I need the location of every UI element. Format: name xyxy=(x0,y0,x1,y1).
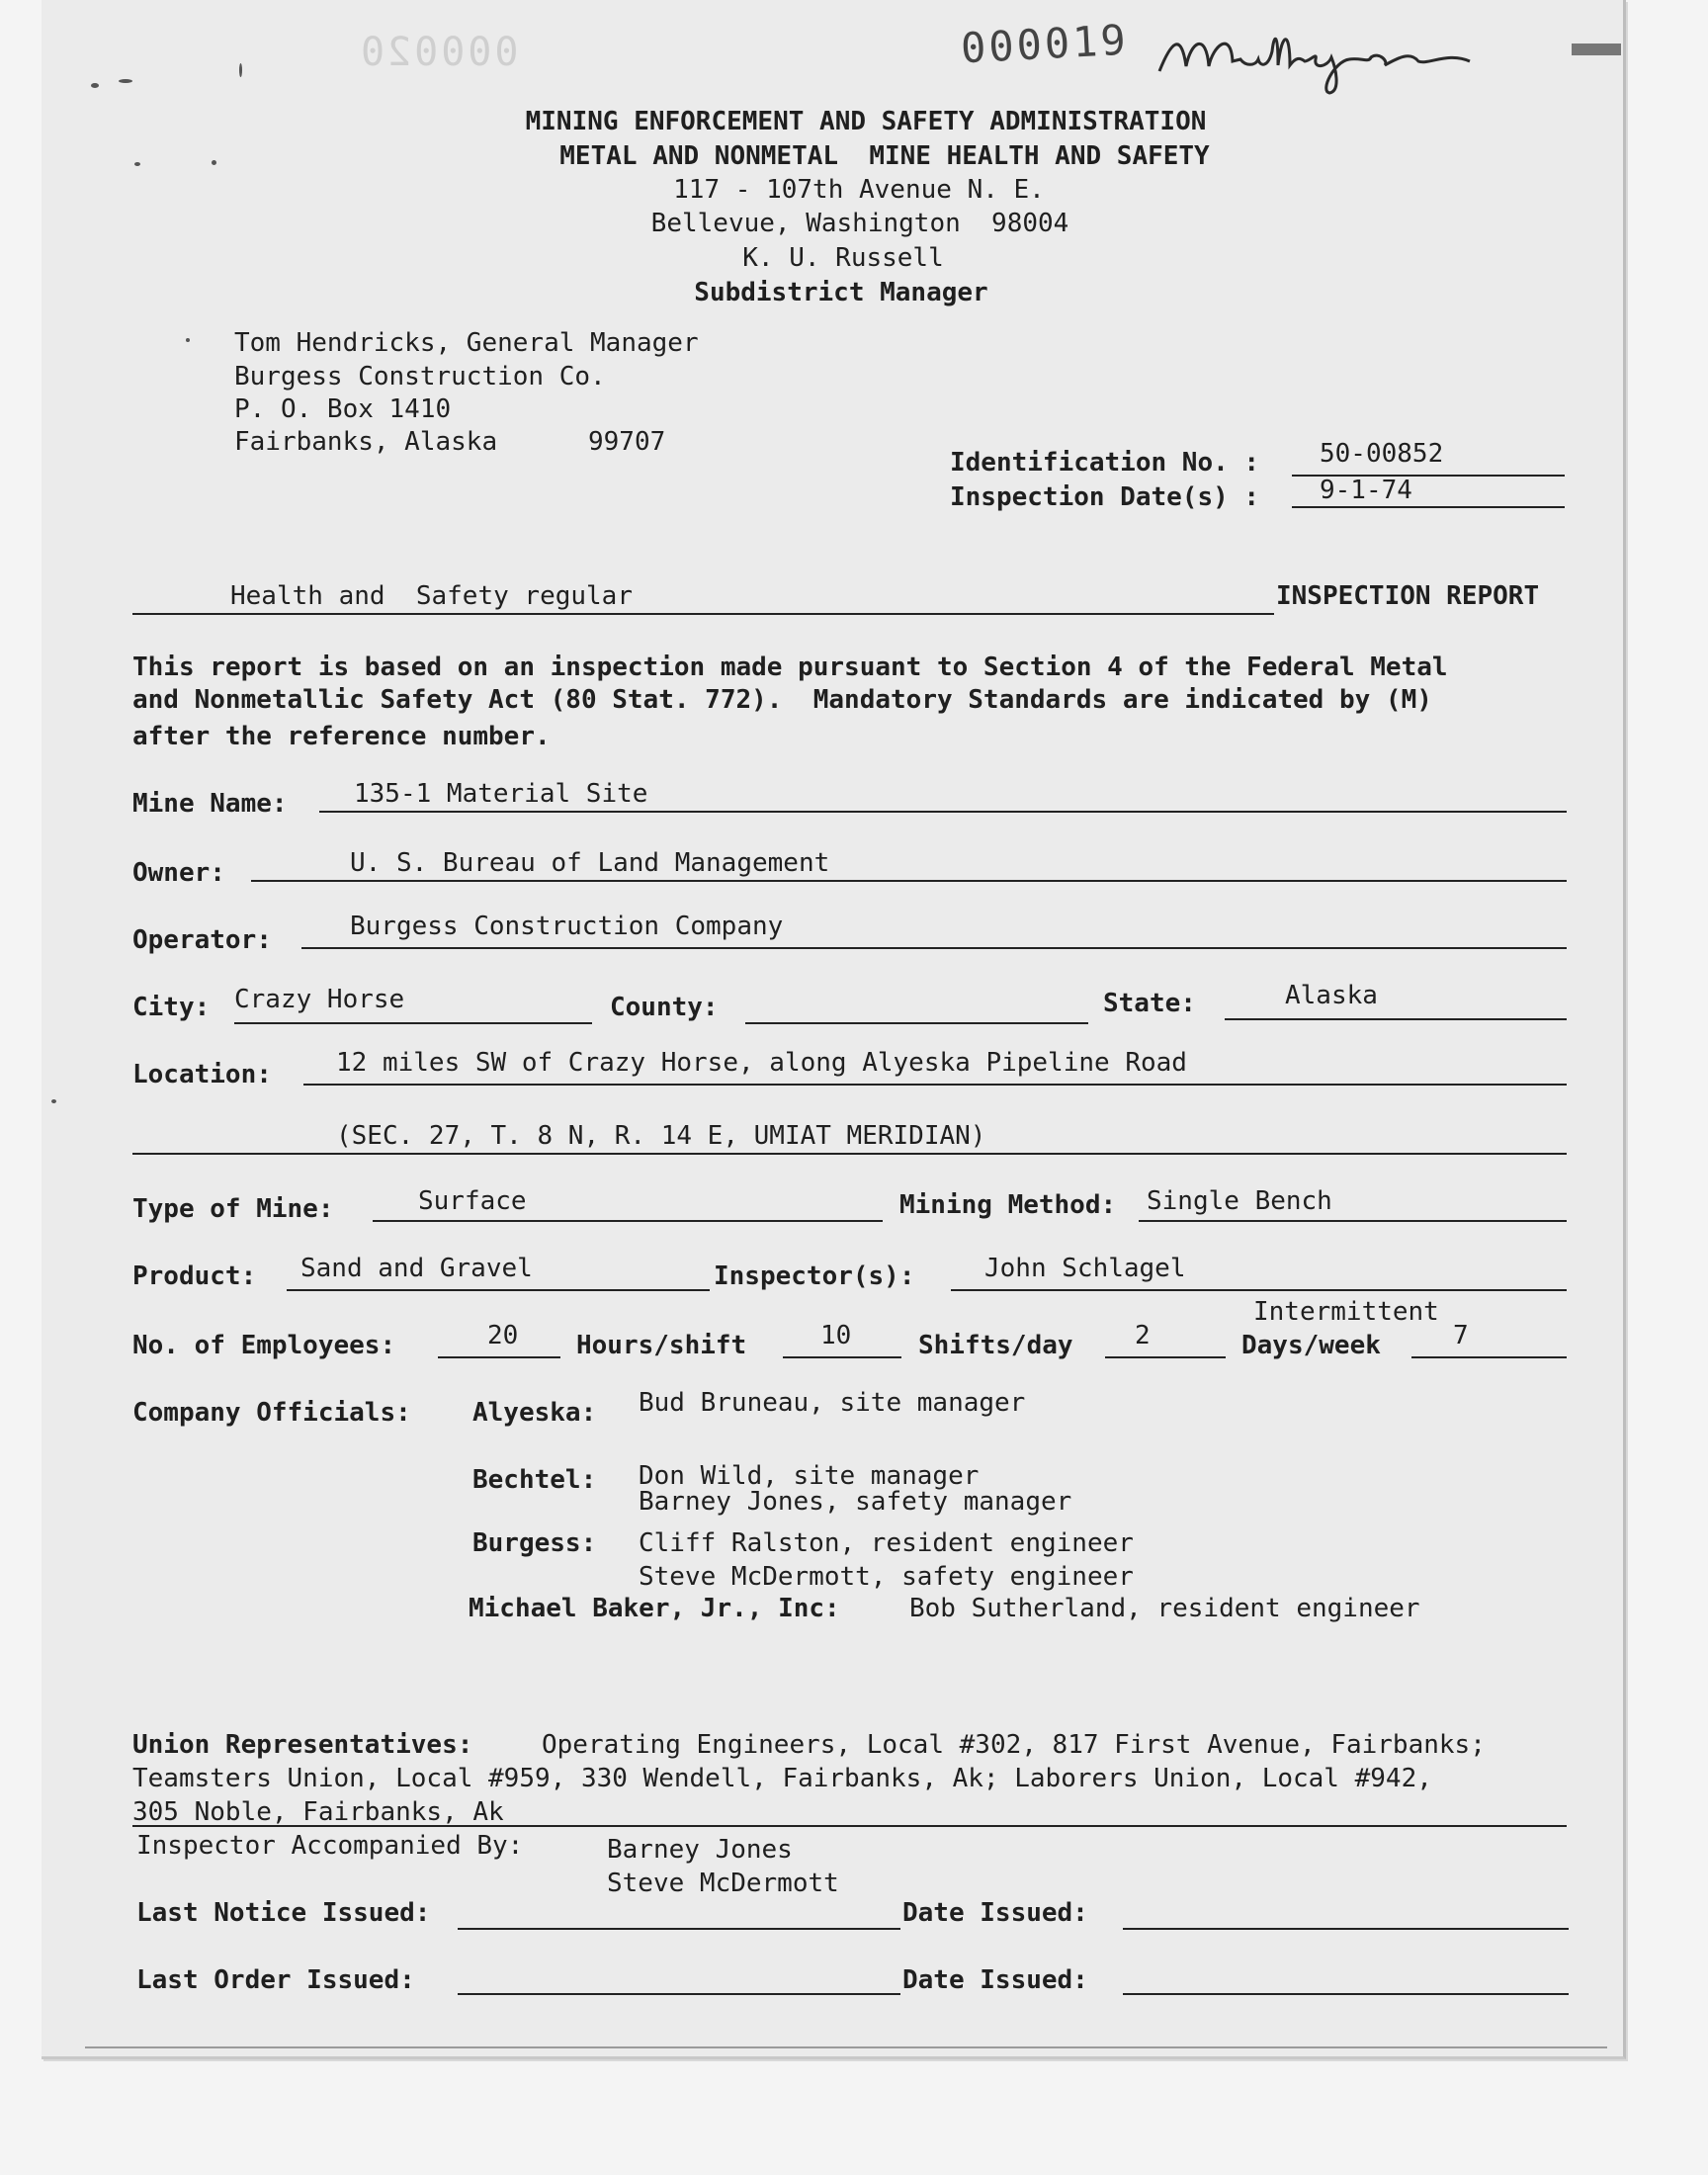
scan-speck xyxy=(239,63,242,77)
location-value: 12 miles SW of Crazy Horse, along Alyeska Pipeline Road xyxy=(336,1048,1187,1078)
mining-method-value: Single Bench xyxy=(1147,1186,1332,1216)
recipient-city: Fairbanks, Alaska xyxy=(234,427,498,457)
owner-value: U. S. Bureau of Land Management xyxy=(350,848,830,878)
city-line xyxy=(234,1022,592,1024)
report-type-label: INSPECTION REPORT xyxy=(1276,581,1540,611)
agency-subtitle: METAL AND NONMETAL MINE HEALTH AND SAFETY xyxy=(559,141,1210,171)
hours-shift-value: 10 xyxy=(820,1321,852,1350)
mining-method-line xyxy=(1139,1220,1567,1222)
manager-title: Subdistrict Manager xyxy=(694,278,988,307)
burgess-label: Burgess: xyxy=(472,1528,597,1558)
scan-speck xyxy=(91,83,99,88)
recipient-name: Tom Hendricks, General Manager xyxy=(234,328,699,358)
bechtel-official-1: Don Wild, site manager xyxy=(639,1461,980,1491)
agency-city: Bellevue, Washington 98004 xyxy=(650,209,1069,238)
employees-line xyxy=(438,1356,560,1358)
scan-speck xyxy=(186,338,190,342)
days-week-note: Intermittent xyxy=(1253,1297,1439,1327)
product-label: Product: xyxy=(132,1262,257,1291)
operator-line xyxy=(301,947,1567,949)
intro-line-2: and Nonmetallic Safety Act (80 Stat. 772). Mandatory Standards are indicated by (M) xyxy=(132,685,1432,715)
operator-value: Burgess Construction Company xyxy=(350,912,784,941)
operator-label: Operator: xyxy=(132,925,272,955)
baker-label: Michael Baker, Jr., Inc: xyxy=(469,1594,840,1623)
location-label: Location: xyxy=(132,1060,272,1089)
identification-value: 50-00852 xyxy=(1320,439,1444,469)
document-number-stamp: 000019 xyxy=(959,15,1130,73)
employees-value: 20 xyxy=(487,1321,519,1350)
days-week-line xyxy=(1411,1356,1567,1358)
union-line-1: Operating Engineers, Local #302, 817 First Avenue, Fairbanks; xyxy=(542,1730,1486,1760)
last-notice-line xyxy=(458,1928,900,1930)
scan-speck xyxy=(119,79,132,83)
last-order-line xyxy=(458,1993,900,1995)
county-line xyxy=(745,1022,1088,1024)
shifts-day-value: 2 xyxy=(1135,1321,1151,1350)
shifts-day-line xyxy=(1105,1356,1226,1358)
inspection-date-label: Inspection Date(s) : xyxy=(950,482,1260,512)
state-value: Alaska xyxy=(1285,981,1378,1010)
employees-label: No. of Employees: xyxy=(132,1331,396,1360)
burgess-official-1: Cliff Ralston, resident engineer xyxy=(639,1528,1134,1558)
bechtel-official-2: Barney Jones, safety manager xyxy=(639,1487,1072,1517)
days-week-label: Days/week xyxy=(1241,1331,1381,1360)
inspection-date-line xyxy=(1292,506,1565,508)
last-order-label: Last Order Issued: xyxy=(136,1965,415,1995)
shifts-day-label: Shifts/day xyxy=(918,1331,1073,1360)
union-line xyxy=(132,1825,1567,1827)
scan-speck xyxy=(134,162,140,166)
owner-label: Owner: xyxy=(132,858,225,888)
alyeska-official: Bud Bruneau, site manager xyxy=(639,1388,1026,1418)
city-label: City: xyxy=(132,993,211,1022)
union-line-3: 305 Noble, Fairbanks, Ak xyxy=(132,1797,504,1827)
inspectors-label: Inspector(s): xyxy=(714,1262,915,1291)
inspectors-line xyxy=(951,1289,1567,1291)
identification-label: Identification No. : xyxy=(950,448,1260,478)
last-notice-date-label: Date Issued: xyxy=(902,1898,1088,1928)
intro-line-1: This report is based on an inspection made pursuant to Section 4 of the Federal Metal xyxy=(132,652,1448,682)
recipient-pobox: P. O. Box 1410 xyxy=(234,394,452,424)
scan-speck xyxy=(51,1099,56,1103)
officials-label: Company Officials: xyxy=(132,1398,411,1428)
accompanied-person-1: Barney Jones xyxy=(607,1835,793,1865)
last-notice-date-line xyxy=(1123,1928,1569,1930)
scan-speck xyxy=(212,160,216,165)
days-week-value: 7 xyxy=(1453,1321,1469,1350)
burgess-official-2: Steve McDermott, safety engineer xyxy=(639,1562,1134,1592)
union-label: Union Representatives: xyxy=(132,1730,473,1760)
bleed-through-number: 000020 xyxy=(358,30,519,75)
inspectors-value: John Schlagel xyxy=(984,1254,1186,1283)
accompanied-label: Inspector Accompanied By: xyxy=(136,1831,524,1861)
page-bottom-edge xyxy=(85,2046,1607,2048)
intro-line-3: after the reference number. xyxy=(132,722,551,751)
alyeska-label: Alyeska: xyxy=(472,1398,597,1428)
product-line xyxy=(287,1289,710,1291)
last-notice-label: Last Notice Issued: xyxy=(136,1898,431,1928)
city-value: Crazy Horse xyxy=(234,985,405,1014)
mine-name-label: Mine Name: xyxy=(132,789,288,819)
accompanied-person-2: Steve McDermott xyxy=(607,1869,839,1898)
location-value-2: (SEC. 27, T. 8 N, R. 14 E, UMIAT MERIDIAN) xyxy=(336,1121,986,1151)
mining-method-label: Mining Method: xyxy=(899,1190,1117,1220)
report-type-value: Health and Safety regular xyxy=(230,581,633,611)
state-line xyxy=(1225,1018,1567,1020)
recipient-zip: 99707 xyxy=(588,427,666,457)
baker-official: Bob Sutherland, resident engineer xyxy=(909,1594,1420,1623)
hours-shift-line xyxy=(783,1356,901,1358)
handwritten-signature xyxy=(1152,22,1478,101)
agency-title: MINING ENFORCEMENT AND SAFETY ADMINISTRATION xyxy=(525,107,1207,136)
mine-type-label: Type of Mine: xyxy=(132,1194,334,1224)
state-label: State: xyxy=(1103,989,1196,1018)
manager-name: K. U. Russell xyxy=(742,243,944,273)
union-line-2: Teamsters Union, Local #959, 330 Wendell, Fairbanks, Ak; Laborers Union, Local #942, xyxy=(132,1764,1432,1793)
agency-street: 117 - 107th Avenue N. E. xyxy=(673,175,1045,205)
recipient-company: Burgess Construction Co. xyxy=(234,362,606,392)
corner-mark xyxy=(1572,44,1621,55)
mine-type-line xyxy=(373,1220,883,1222)
mine-type-value: Surface xyxy=(418,1186,527,1216)
mine-name-line xyxy=(319,811,1567,813)
county-label: County: xyxy=(610,993,719,1022)
inspection-date-value: 9-1-74 xyxy=(1320,476,1412,505)
last-order-date-label: Date Issued: xyxy=(902,1965,1088,1995)
mine-name-value: 135-1 Material Site xyxy=(354,779,648,809)
hours-shift-label: Hours/shift xyxy=(576,1331,747,1360)
product-value: Sand and Gravel xyxy=(300,1254,533,1283)
report-type-line xyxy=(132,613,1274,615)
location-line-2 xyxy=(132,1153,1567,1155)
owner-line xyxy=(251,880,1567,882)
location-line xyxy=(303,1084,1567,1086)
bechtel-label: Bechtel: xyxy=(472,1465,597,1495)
last-order-date-line xyxy=(1123,1993,1569,1995)
